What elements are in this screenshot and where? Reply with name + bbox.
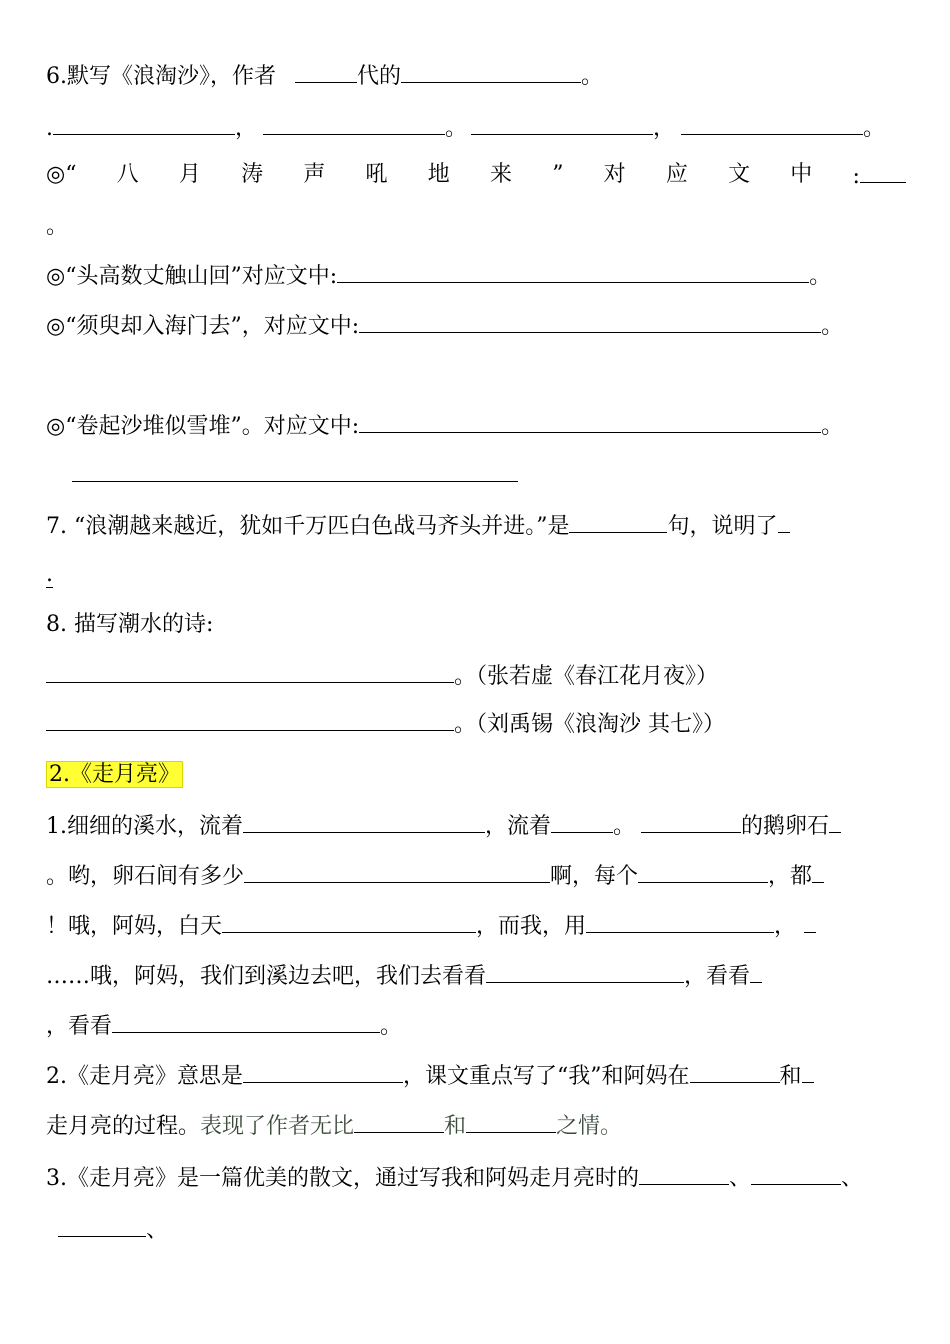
poem-blank-2[interactable]	[263, 112, 445, 135]
q6-l3-c9: 对	[603, 162, 626, 187]
stream-flow-blank-1[interactable]	[243, 810, 485, 833]
extra-answer-line[interactable]	[72, 481, 518, 482]
explains-blank[interactable]	[778, 510, 790, 533]
q6-line3	[46, 160, 906, 190]
author-name-blank[interactable]	[401, 60, 581, 83]
section-heading	[46, 760, 183, 790]
s2q1-l3b: ，而我，用	[476, 914, 587, 939]
q8-title-text: 8. 描写潮水的诗:	[46, 612, 214, 637]
sand-pile-blank[interactable]	[359, 410, 821, 433]
s2q1-l1d: 的鹅卵石	[741, 814, 830, 839]
q6-l2-dot: .	[46, 116, 53, 141]
q6-l3-c5: 吼	[365, 162, 388, 187]
langtaosha-blank[interactable]	[46, 708, 454, 731]
q6-l6-end: 。	[821, 314, 844, 339]
q6-line5	[46, 260, 831, 290]
s2q1-l1a: 1.细细的溪水，流着	[46, 814, 243, 839]
q7-text: 7. “浪潮越来越近，犹如千万匹白色战马齐头并进。”是	[46, 514, 570, 539]
feeling-blank-1[interactable]	[354, 1110, 444, 1133]
q6-line2	[46, 112, 885, 142]
q6-l3-c3: 涛	[241, 162, 264, 187]
scene-blank-1[interactable]	[639, 1162, 729, 1185]
s2q1-line4	[46, 960, 762, 990]
s2q3-line1	[46, 1162, 863, 1192]
pebbles-blank[interactable]	[641, 810, 741, 833]
s2q2-b: ，课文重点写了“我”和阿妈在	[403, 1064, 690, 1089]
q6-l3-c11: 文	[728, 162, 751, 187]
s2q1-line3	[46, 910, 816, 940]
line3-trail-blank[interactable]	[804, 910, 816, 933]
q8-line1-end: 。（张若虚《春江花月夜》）	[454, 664, 719, 689]
poem-blank-3[interactable]	[471, 112, 653, 135]
s2q3-d: 、	[146, 1218, 169, 1243]
q8-line2-end: 。（刘禹锡《浪淘沙 其七》）	[454, 712, 725, 737]
s2q2-line2	[46, 1110, 622, 1140]
q6-l3-c6: 地	[427, 162, 450, 187]
spring-river-blank[interactable]	[46, 660, 454, 683]
q6-line4	[46, 212, 68, 242]
q6-mid: 代的	[357, 64, 402, 89]
poem-blank-4[interactable]	[681, 112, 863, 135]
s2q1-l2a: 。哟，卵石间有多少	[46, 864, 245, 889]
q6-l3-c4: 声	[303, 162, 326, 187]
q6-line6	[46, 310, 843, 340]
place-blank-1[interactable]	[690, 1060, 780, 1083]
s2q2-line2a: 走月亮的过程。	[46, 1114, 201, 1139]
how-many-blank[interactable]	[244, 860, 550, 883]
s2q2-line2c: 和	[444, 1114, 467, 1139]
q6-l2-p4: 。	[863, 116, 886, 141]
place-blank-2[interactable]	[802, 1060, 814, 1083]
poem-blank-1[interactable]	[53, 112, 235, 135]
s2q3-line2	[58, 1214, 168, 1244]
look-blank-1[interactable]	[486, 960, 684, 983]
s2q1-l4b: ，看看	[684, 964, 751, 989]
s2q2-c: 和	[779, 1064, 802, 1089]
q7-line2	[46, 560, 53, 590]
q6-line1	[46, 60, 603, 90]
line2-trail-blank[interactable]	[812, 860, 824, 883]
q6-l3-c13: :	[852, 164, 860, 189]
q6-prefix: 6.默写《浪淘沙》，作者	[46, 64, 276, 89]
scene-blank-2[interactable]	[751, 1162, 841, 1185]
s2q1-l5a: ，看看	[46, 1014, 113, 1039]
q6-l3-c2: 月	[178, 162, 201, 187]
line1-trail-blank[interactable]	[829, 810, 841, 833]
sea-gate-blank[interactable]	[359, 310, 821, 333]
q7-mid: 句，说明了	[667, 514, 778, 539]
s2q1-l3c: ，	[774, 914, 797, 939]
stream-flow-blank-2[interactable]	[551, 810, 613, 833]
q6-line7	[46, 410, 843, 440]
q8-line2	[46, 708, 725, 738]
s2q3-c: 、	[841, 1166, 864, 1191]
q7-line1	[46, 510, 790, 540]
feeling-blank-2[interactable]	[466, 1110, 556, 1133]
scene-blank-3[interactable]	[58, 1214, 146, 1237]
q8-title	[46, 610, 213, 640]
s2q2-a: 2.《走月亮》意思是	[46, 1064, 243, 1089]
q6-l3-c12: 中	[790, 162, 813, 187]
q7-cont: .	[46, 562, 53, 587]
author-dynasty-blank[interactable]	[295, 60, 357, 83]
q6-l3-c8: ”	[552, 162, 564, 187]
daytime-blank[interactable]	[222, 910, 476, 933]
s2q1-l2c: ，都	[768, 864, 813, 889]
q6-l4: 。	[46, 214, 69, 239]
line4-trail-blank[interactable]	[750, 960, 762, 983]
s2q3-b: 、	[729, 1166, 752, 1191]
q6-l2-p2: 。	[445, 116, 468, 141]
s2q1-line5	[46, 1010, 402, 1040]
q6-end: 。	[581, 64, 604, 89]
q6-l3-c10: 应	[665, 162, 688, 187]
q6-l7-end: 。	[821, 414, 844, 439]
meaning-blank[interactable]	[243, 1060, 403, 1083]
q8-line1	[46, 660, 718, 690]
s2q3-a: 3.《走月亮》是一篇优美的散文，通过写我和阿妈走月亮时的	[46, 1166, 639, 1191]
q6-l3-c7: 来	[489, 162, 512, 187]
s2q1-line2	[46, 860, 824, 890]
s2q1-l3a: ！哦，阿妈，白天	[46, 914, 223, 939]
q6-l3-c1: 八	[116, 162, 139, 187]
use-blank[interactable]	[586, 910, 774, 933]
head-high-blank[interactable]	[337, 260, 809, 283]
q6-l5-end: 。	[809, 264, 832, 289]
s2q1-l1c: 。	[613, 814, 636, 839]
s2q2-line2d: 之情。	[556, 1114, 623, 1139]
august-waves-blank[interactable]	[860, 160, 906, 183]
s2q1-l5b: 。	[380, 1014, 403, 1039]
q6-l2-p3: ，	[653, 116, 676, 141]
look-blank-2[interactable]	[112, 1010, 380, 1033]
q6-l3-c0: ◎“	[46, 162, 77, 187]
q6-l5-label: ◎“头高数丈触山回”对应文中:	[46, 264, 338, 289]
sentence-type-blank[interactable]	[569, 510, 667, 533]
s2q1-l4a: ……哦，阿妈，我们到溪边去吧，我们去看看	[46, 964, 487, 989]
s2q1-l1b: ，流着	[485, 814, 552, 839]
each-blank[interactable]	[638, 860, 768, 883]
s2q2-line2b: 表现了作者无比	[200, 1114, 355, 1139]
q6-l2-p1: ，	[235, 116, 258, 141]
s2q1-l2b: 啊，每个	[550, 864, 639, 889]
q6-l6-label: ◎“须臾却入海门去”，对应文中:	[46, 314, 360, 339]
s2q2-line1	[46, 1060, 814, 1090]
section-2-title: 2.《走月亮》	[46, 761, 183, 788]
s2q1-line1	[46, 810, 841, 840]
q6-l7-label: ◎“卷起沙堆似雪堆”。对应文中:	[46, 414, 360, 439]
